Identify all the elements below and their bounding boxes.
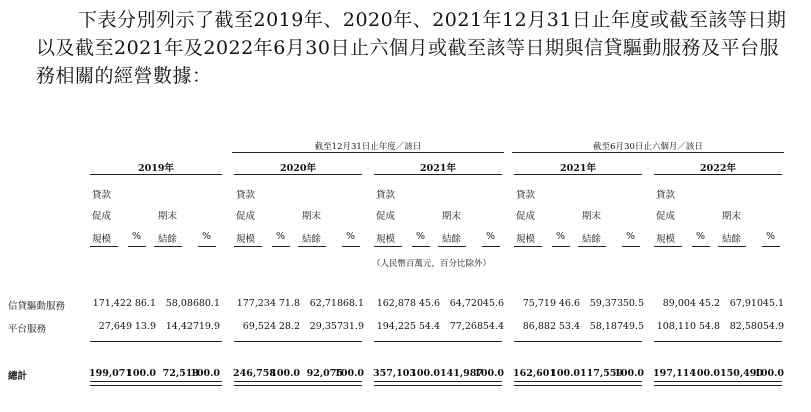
table-cell: 62,718: [309, 298, 343, 309]
table-cell: 194,225: [376, 321, 416, 332]
col-rule: [718, 246, 746, 247]
total-double-rule: [90, 381, 222, 386]
group-header-year: 截至12月31日止年度／該日: [314, 142, 422, 152]
col-rule: [552, 246, 570, 247]
table-cell: 86,882: [522, 321, 556, 332]
table-cell: 89,004: [662, 298, 696, 309]
col-header-pct: %: [556, 231, 566, 242]
table-cell-total: 162,601: [513, 368, 556, 379]
group-rule-half: [512, 152, 784, 153]
table-cell: 46.6: [558, 298, 580, 309]
col-header-bal-l2: 結餘: [582, 234, 602, 245]
year-rule: [654, 174, 782, 175]
col-header-loan-l2: 促成: [516, 211, 536, 222]
year-header: 2021年: [560, 163, 596, 174]
col-header-loan-l1: 貸款: [516, 190, 536, 201]
row-label: 信貸驅動服務: [8, 301, 66, 312]
table-cell: 54.4: [482, 321, 504, 332]
table-cell-total: 100.0: [410, 368, 440, 379]
table-cell: 31.9: [342, 321, 364, 332]
col-header-bal-l2: 結餘: [722, 234, 742, 245]
table-cell-total: 150,490: [720, 368, 763, 379]
table-cell: 53.4: [558, 321, 580, 332]
col-header-loan-l2: 促成: [236, 211, 256, 222]
total-double-rule: [374, 381, 502, 386]
col-header-bal-l2: 結餘: [442, 234, 462, 245]
table-cell: 45.1: [762, 298, 784, 309]
table-cell: 45.2: [698, 298, 720, 309]
total-double-rule: [654, 381, 782, 386]
table-cell: 67,910: [729, 298, 763, 309]
table-cell: 64,720: [449, 298, 483, 309]
subtotal-rule: [234, 341, 362, 342]
col-rule: [654, 246, 682, 247]
col-header-bal-l1: 期末: [302, 211, 322, 222]
total-double-rule: [234, 381, 362, 386]
intro-line-1: 下表分別列示了截至2019年、2020年、2021年12月31日止年度或截至該等日期: [78, 9, 787, 31]
table-cell: 28.2: [278, 321, 300, 332]
col-header-loan-l2: 促成: [376, 211, 396, 222]
col-header-pct: %: [132, 231, 142, 242]
table-cell: 177,234: [236, 298, 276, 309]
col-header-bal-l2: 結餘: [158, 234, 178, 245]
table-cell-total: 100.0: [614, 368, 644, 379]
year-rule: [90, 174, 222, 175]
table-cell: 54.8: [698, 321, 720, 332]
group-rule-year: [232, 152, 504, 153]
table-cell-total: 100.0: [270, 368, 300, 379]
table-cell: 71.8: [278, 298, 300, 309]
col-rule: [154, 246, 182, 247]
table-cell: 77,268: [449, 321, 483, 332]
table-cell: 13.9: [134, 321, 156, 332]
table-cell: 27,649: [98, 321, 132, 332]
col-rule: [342, 246, 360, 247]
year-header: 2022年: [700, 163, 736, 174]
col-rule: [514, 246, 542, 247]
col-header-loan-l3: 規模: [656, 234, 676, 245]
table-cell-total: 199,071: [89, 368, 132, 379]
col-header-loan-l3: 規模: [92, 234, 112, 245]
table-cell: 14,427: [165, 321, 199, 332]
table-cell-total: 100.0: [190, 368, 220, 379]
table-cell: 82,580: [729, 321, 763, 332]
table-cell: 54.4: [418, 321, 440, 332]
col-rule: [692, 246, 710, 247]
year-header: 2019年: [138, 163, 174, 174]
table-cell-total: 100.0: [690, 368, 720, 379]
table-cell: 45.6: [482, 298, 504, 309]
col-header-pct: %: [696, 231, 706, 242]
table-cell: 108,110: [656, 321, 696, 332]
table-cell: 171,422: [92, 298, 132, 309]
col-header-bal-l1: 期末: [722, 211, 742, 222]
total-label: 總計: [8, 371, 28, 382]
table-cell-total: 100.0: [126, 368, 156, 379]
subtotal-rule: [374, 341, 502, 342]
subtotal-rule: [654, 341, 782, 342]
table-cell: 68.1: [342, 298, 364, 309]
year-rule: [234, 174, 362, 175]
table-cell: 49.5: [622, 321, 644, 332]
table-cell-total: 141,987: [440, 368, 483, 379]
col-rule: [438, 246, 466, 247]
year-rule: [374, 174, 502, 175]
col-rule: [234, 246, 262, 247]
table-cell-total: 100.0: [474, 368, 504, 379]
col-rule: [482, 246, 500, 247]
col-rule: [198, 246, 216, 247]
col-header-loan-l3: 規模: [516, 234, 536, 245]
table-cell: 162,878: [376, 298, 416, 309]
unit-note: （人民幣百萬元，百分比除外）: [372, 259, 492, 269]
year-header: 2020年: [280, 163, 316, 174]
table-cell-total: 357,103: [373, 368, 416, 379]
table-cell: 59,373: [589, 298, 623, 309]
table-cell: 75,719: [522, 298, 556, 309]
col-rule: [298, 246, 326, 247]
col-header-pct: %: [626, 231, 636, 242]
col-rule: [762, 246, 780, 247]
table-cell-total: 100.0: [754, 368, 784, 379]
table-cell-total: 72,513: [162, 368, 199, 379]
intro-line-3: 務相關的經營數據：: [36, 65, 212, 87]
table-cell: 45.6: [418, 298, 440, 309]
col-rule: [374, 246, 402, 247]
col-header-bal-l1: 期末: [158, 211, 178, 222]
table-cell-total: 117,559: [580, 368, 623, 379]
col-header-pct: %: [276, 231, 286, 242]
intro-paragraph: [36, 6, 796, 90]
col-header-loan-l1: 貸款: [92, 190, 112, 201]
col-rule: [412, 246, 430, 247]
subtotal-rule: [90, 341, 222, 342]
col-header-loan-l1: 貸款: [236, 190, 256, 201]
col-header-loan-l3: 規模: [376, 234, 396, 245]
col-header-pct: %: [202, 231, 212, 242]
table-cell: 54.9: [762, 321, 784, 332]
table-cell-total: 246,758: [233, 368, 276, 379]
table-cell: 80.1: [198, 298, 220, 309]
col-header-pct: %: [486, 231, 496, 242]
col-header-bal-l1: 期末: [442, 211, 462, 222]
table-cell-total: 100.0: [550, 368, 580, 379]
col-header-pct: %: [766, 231, 776, 242]
table-cell: 58,187: [589, 321, 623, 332]
col-rule: [128, 246, 146, 247]
table-cell: 58,086: [165, 298, 199, 309]
col-header-pct: %: [416, 231, 426, 242]
table-cell-total: 197,114: [653, 368, 696, 379]
year-header: 2021年: [420, 163, 456, 174]
table-cell: 29,357: [309, 321, 343, 332]
col-header-bal-l1: 期末: [582, 211, 602, 222]
table-cell: 69,524: [242, 321, 276, 332]
col-header-loan-l1: 貸款: [656, 190, 676, 201]
total-double-rule: [514, 381, 642, 386]
col-header-loan-l3: 規模: [236, 234, 256, 245]
table-cell: 19.9: [198, 321, 220, 332]
col-header-bal-l2: 結餘: [302, 234, 322, 245]
col-header-loan-l2: 促成: [92, 211, 112, 222]
col-header-loan-l2: 促成: [656, 211, 676, 222]
table-cell: 50.5: [622, 298, 644, 309]
subtotal-rule: [514, 341, 642, 342]
col-header-pct: %: [346, 231, 356, 242]
col-rule: [90, 246, 118, 247]
table-cell-total: 100.0: [334, 368, 364, 379]
table-cell-total: 92,075: [306, 368, 343, 379]
row-label: 平台服務: [8, 324, 47, 335]
col-rule: [578, 246, 606, 247]
table-cell: 86.1: [134, 298, 156, 309]
intro-line-2: 以及截至2021年及2022年6月30日止六個月或截至該等日期與信貸驅動服務及平台服: [36, 37, 779, 59]
year-rule: [514, 174, 642, 175]
col-rule: [272, 246, 290, 247]
col-rule: [622, 246, 640, 247]
col-header-loan-l1: 貸款: [376, 190, 396, 201]
group-header-half: 截至6月30日止六個月／該日: [593, 142, 703, 152]
